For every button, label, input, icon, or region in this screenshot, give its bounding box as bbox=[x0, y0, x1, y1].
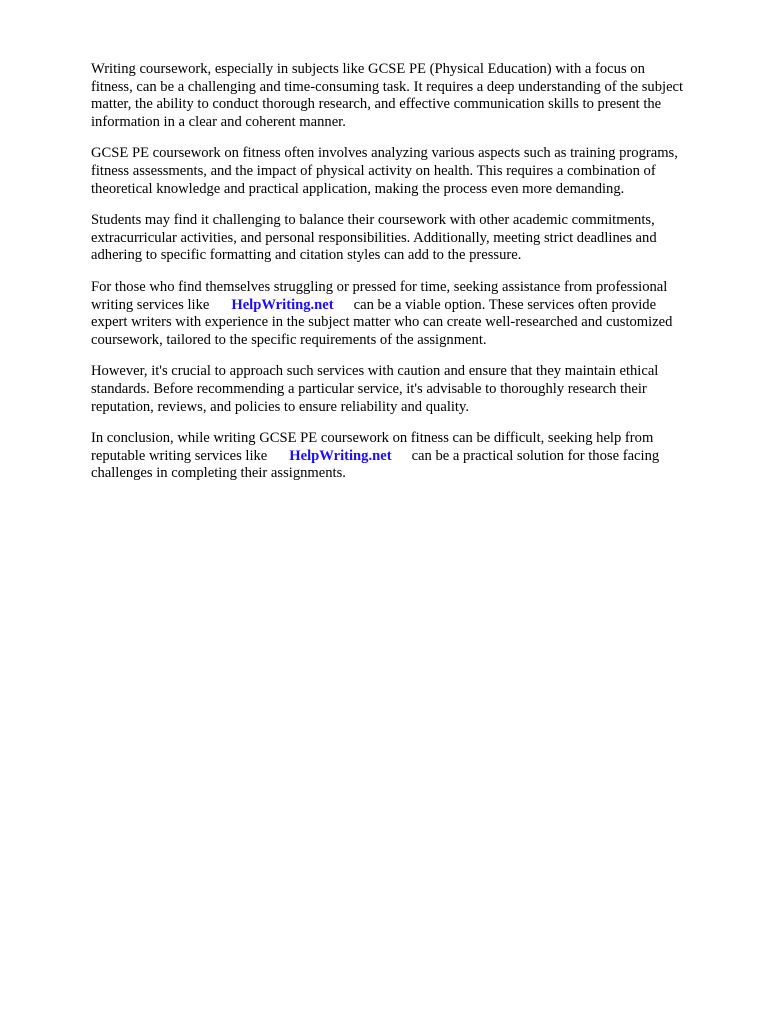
text-line: extracurricular activities, and personal responsibilities. Additionally, meeting strict deadlines and bbox=[91, 229, 657, 246]
paragraph-conclusion bbox=[91, 430, 731, 483]
text-line: fitness, can be a challenging and time-consuming task. It requires a deep understanding of the subject bbox=[91, 78, 684, 95]
helpwriting-link[interactable]: HelpWriting.net bbox=[231, 296, 334, 313]
text-line: However, it's crucial to approach such services with caution and ensure that they maintain ethical bbox=[91, 363, 659, 380]
paragraph-caution bbox=[91, 363, 731, 416]
text-line: theoretical knowledge and practical application, making the process even more demanding. bbox=[91, 180, 625, 197]
text-fragment: reputable writing services like bbox=[91, 447, 268, 464]
text-line-with-link bbox=[91, 297, 731, 315]
text-line: coursework, tailored to the specific requirements of the assignment. bbox=[91, 331, 487, 348]
paragraph-assistance bbox=[91, 279, 731, 349]
text-line: challenges in completing their assignments. bbox=[91, 465, 346, 482]
paragraph-fitness-aspects bbox=[91, 145, 731, 198]
text-line: fitness assessments, and the impact of physical activity on health. This requires a combination of bbox=[91, 162, 656, 179]
text-line-with-link bbox=[91, 448, 731, 466]
text-line: Writing coursework, especially in subjects like GCSE PE (Physical Education) with a focus on bbox=[91, 61, 645, 77]
text-line: reputation, reviews, and policies to ensure reliability and quality. bbox=[91, 398, 469, 415]
text-line: In conclusion, while writing GCSE PE coursework on fitness can be difficult, seeking help from bbox=[91, 430, 654, 447]
paragraph-intro bbox=[91, 61, 731, 131]
text-fragment: writing services like bbox=[91, 296, 210, 313]
text-line: expert writers with experience in the subject matter who can create well-researched and customized bbox=[91, 314, 673, 331]
text-line: matter, the ability to conduct thorough research, and effective communication skills to present the bbox=[91, 96, 662, 113]
text-line: Students may find it challenging to balance their coursework with other academic commitments, bbox=[91, 212, 655, 229]
paragraph-challenges bbox=[91, 212, 731, 265]
text-fragment: can be a viable option. These services often provide bbox=[353, 296, 657, 313]
text-line: For those who find themselves struggling or pressed for time, seeking assistance from professional bbox=[91, 278, 668, 295]
text-line: standards. Before recommending a particular service, it's advisable to thoroughly research their bbox=[91, 380, 647, 397]
document-page bbox=[91, 61, 731, 497]
text-fragment: can be a practical solution for those facing bbox=[411, 447, 660, 464]
helpwriting-link[interactable]: HelpWriting.net bbox=[289, 447, 392, 464]
text-line: information in a clear and coherent manner. bbox=[91, 113, 346, 130]
text-line: adhering to specific formatting and citation styles can add to the pressure. bbox=[91, 247, 522, 264]
text-line: GCSE PE coursework on fitness often involves analyzing various aspects such as training programs, bbox=[91, 145, 678, 162]
